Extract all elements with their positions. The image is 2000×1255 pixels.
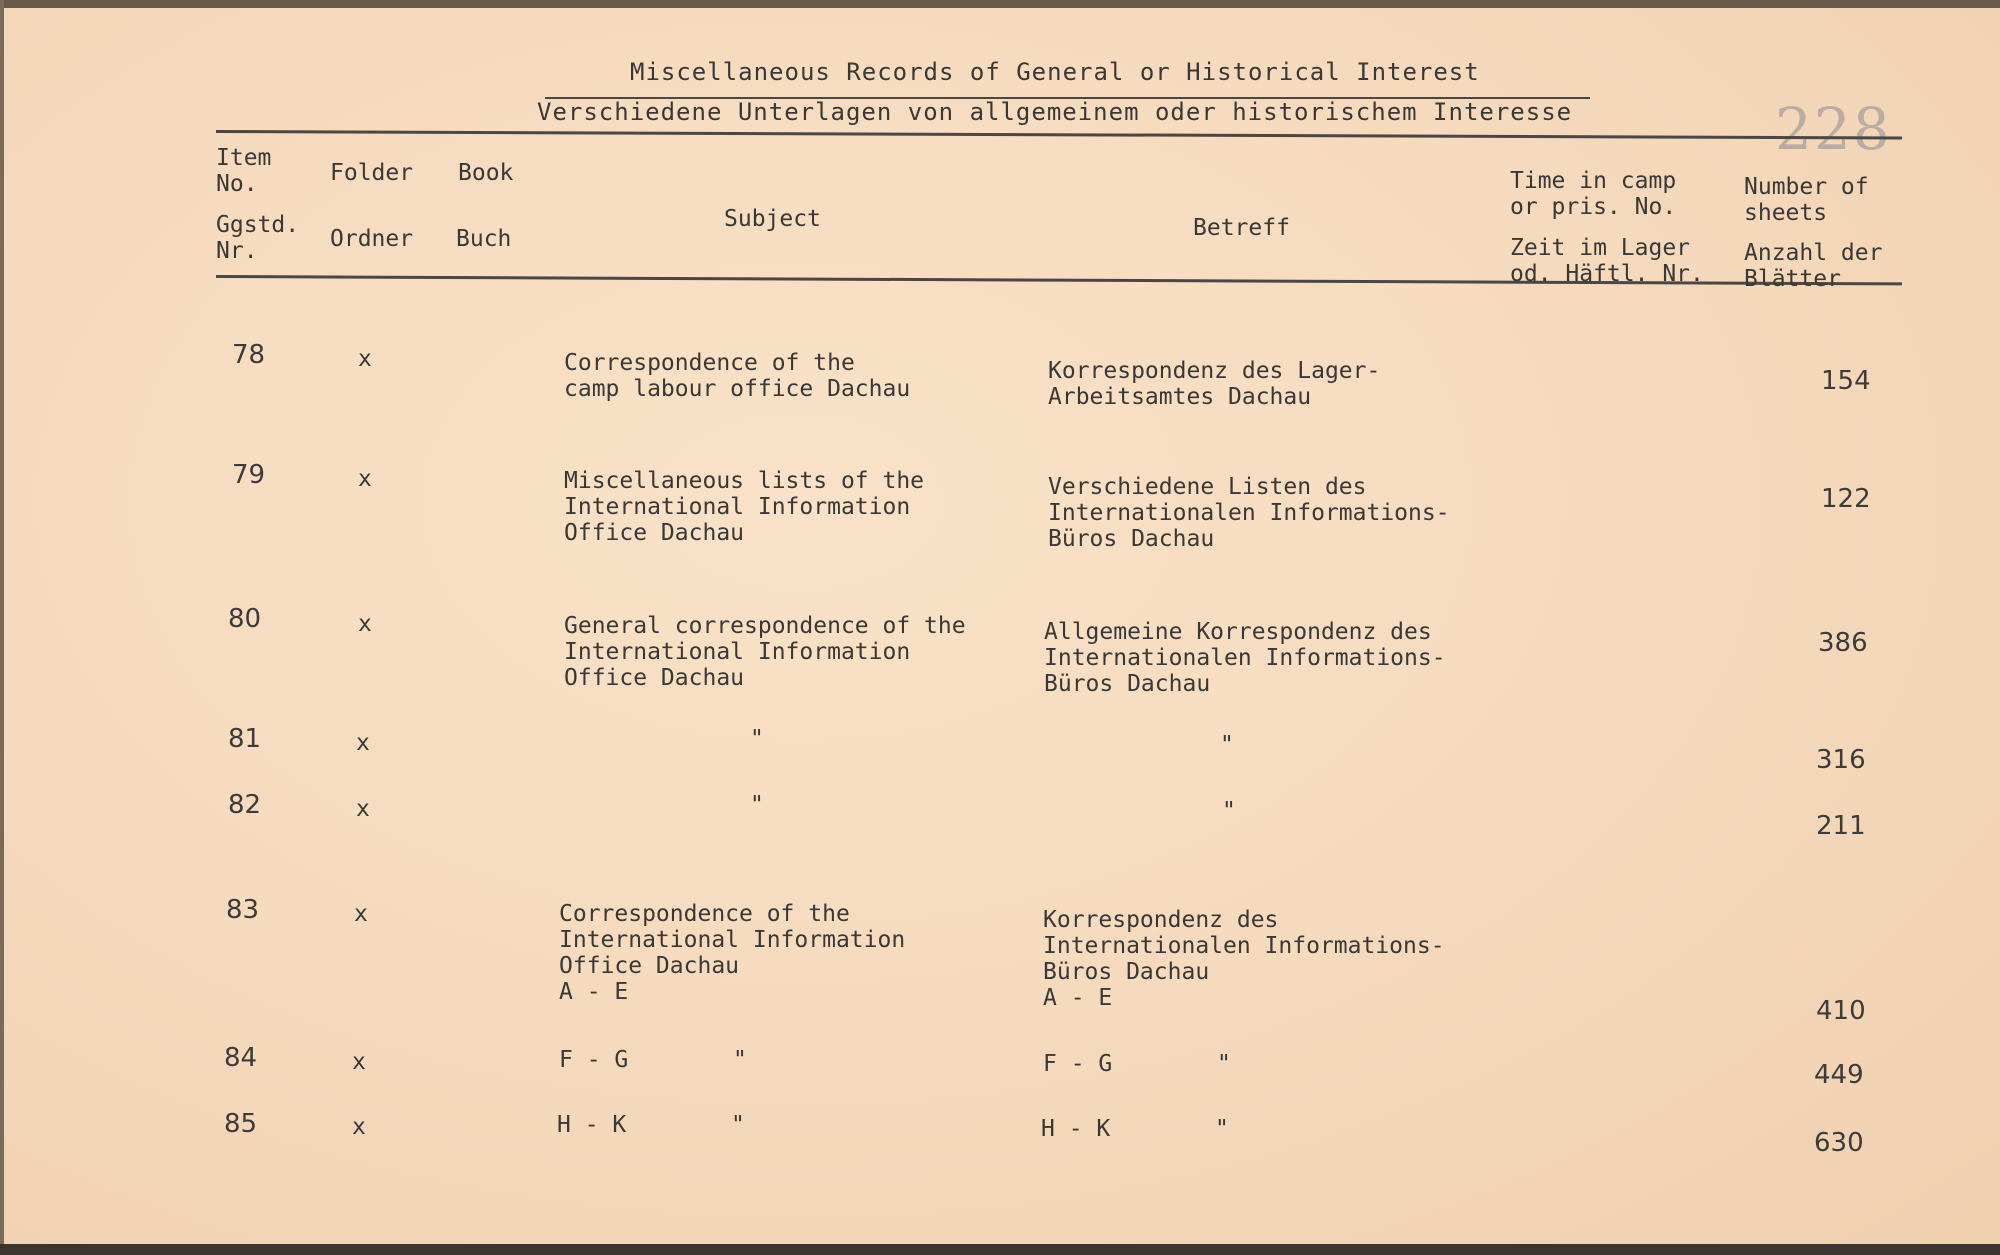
- header-book-en: Book: [458, 160, 514, 186]
- header-top-rule: [216, 130, 1902, 139]
- row-83-subject: Correspondence of the International Information Office Dachau A - E: [559, 901, 906, 1005]
- scan-edge-left: [0, 0, 4, 1255]
- header-folder-de: Ordner: [330, 226, 414, 252]
- row-80-sheets: 386: [1818, 628, 1868, 658]
- row-85-subject-range: H - K: [557, 1112, 627, 1138]
- row-81-item: 81: [228, 724, 262, 754]
- row-78-sheets: 154: [1821, 366, 1871, 396]
- header-time-en: Time in camp or pris. No.: [1510, 168, 1677, 220]
- scan-edge-top: [0, 0, 2000, 8]
- row-82-folder: x: [356, 796, 370, 822]
- row-84-betreff-ditto: ": [1217, 1051, 1231, 1077]
- row-82-item: 82: [228, 790, 262, 820]
- header-sheets-en: Number of sheets: [1744, 174, 1869, 226]
- header-time-de: Zeit im Lager od. Häftl. Nr.: [1510, 235, 1704, 287]
- header-item-en: Item No.: [216, 145, 272, 197]
- row-85-item: 85: [224, 1109, 258, 1139]
- header-book-de: Buch: [456, 226, 512, 252]
- row-82-sheets: 211: [1816, 811, 1866, 841]
- row-80-folder: x: [358, 611, 372, 637]
- row-80-item: 80: [228, 604, 262, 634]
- row-78-item: 78: [232, 340, 266, 370]
- row-84-subject-ditto: ": [733, 1047, 747, 1073]
- row-78-folder: x: [358, 346, 372, 372]
- header-item-de: Ggstd. Nr.: [216, 212, 300, 264]
- row-85-betreff-range: H - K: [1041, 1116, 1111, 1142]
- row-81-betreff-ditto: ": [1220, 732, 1234, 758]
- row-85-betreff-ditto: ": [1215, 1116, 1229, 1142]
- row-79-item: 79: [232, 460, 266, 490]
- row-78-betreff: Korrespondenz des Lager- Arbeitsamtes Dachau: [1048, 358, 1381, 410]
- page-number-stamp: 228: [1775, 95, 1892, 163]
- scan-edge-bottom: [0, 1244, 2000, 1255]
- row-82-subject-ditto: ": [750, 792, 764, 818]
- row-85-subject-ditto: ": [731, 1112, 745, 1138]
- row-84-folder: x: [352, 1049, 366, 1075]
- row-78-subject: Correspondence of the camp labour office Dachau: [564, 350, 911, 402]
- row-82-betreff-ditto: ": [1222, 798, 1236, 824]
- row-79-sheets: 122: [1821, 484, 1871, 514]
- row-85-folder: x: [352, 1114, 366, 1140]
- row-81-folder: x: [356, 730, 370, 756]
- row-83-item: 83: [226, 895, 260, 925]
- row-85-sheets: 630: [1814, 1128, 1864, 1158]
- row-83-betreff: Korrespondenz des Internationalen Informations- Büros Dachau A - E: [1043, 907, 1445, 1011]
- row-81-subject-ditto: ": [750, 726, 764, 752]
- row-81-sheets: 316: [1816, 745, 1866, 775]
- row-84-subject-range: F - G: [559, 1047, 629, 1073]
- row-80-subject: General correspondence of the International Information Office Dachau: [564, 613, 966, 691]
- row-80-betreff: Allgemeine Korrespondenz des Internationalen Informations- Büros Dachau: [1044, 619, 1446, 697]
- row-79-folder: x: [358, 466, 372, 492]
- row-79-subject: Miscellaneous lists of the International Information Office Dachau: [564, 468, 925, 546]
- title-english: Miscellaneous Records of General or Historical Interest: [630, 58, 1480, 86]
- row-83-sheets: 410: [1816, 996, 1866, 1026]
- row-83-folder: x: [354, 901, 368, 927]
- title-german: Verschiedene Unterlagen von allgemeinem oder historischem Interesse: [537, 98, 1573, 126]
- header-betreff: Betreff: [1193, 215, 1290, 241]
- row-84-betreff-range: F - G: [1043, 1051, 1113, 1077]
- header-folder-en: Folder: [330, 160, 414, 186]
- row-84-sheets: 449: [1814, 1060, 1864, 1090]
- header-subject: Subject: [724, 206, 821, 232]
- row-84-item: 84: [224, 1043, 258, 1073]
- header-sheets-de: Anzahl der Blätter: [1744, 240, 1883, 292]
- row-79-betreff: Verschiedene Listen des Internationalen Informations- Büros Dachau: [1048, 474, 1450, 552]
